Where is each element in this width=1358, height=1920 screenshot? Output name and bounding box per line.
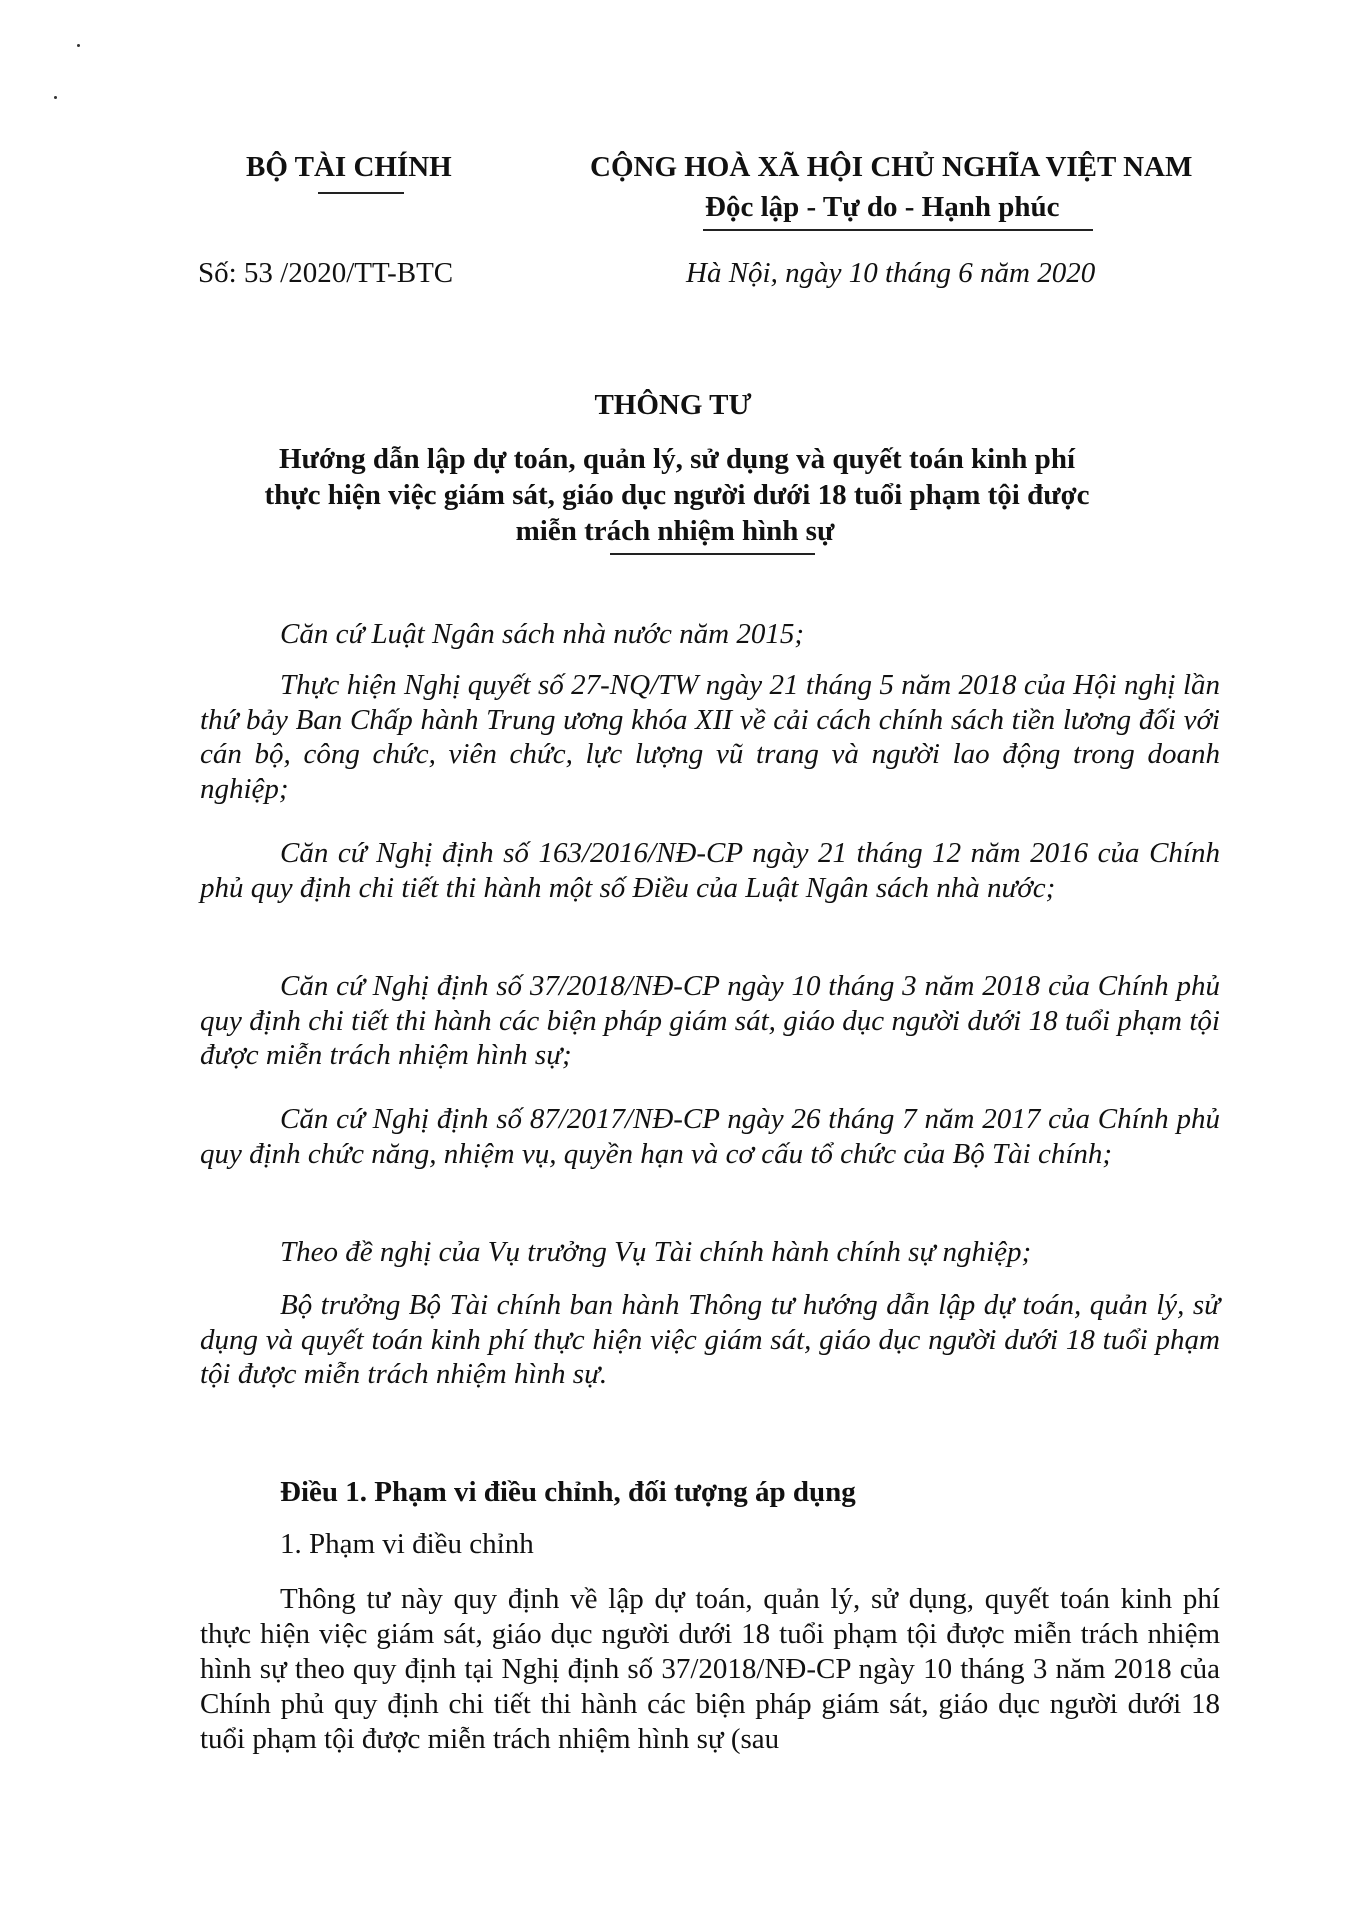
motto-underline [703, 229, 1093, 231]
document-number: Số: 53 /2020/TT-BTC [198, 257, 454, 289]
ministry-underline [318, 192, 404, 194]
document-type: THÔNG TƯ [594, 389, 752, 421]
article-heading: Điều 1. Phạm vi điều chỉnh, đối tượng áp dụng [280, 1476, 856, 1508]
article-body-paragraph: Thông tư này quy định về lập dự toán, quản lý, sử dụng, quyết toán kinh phí thực hiện việc giám sát, giáo dục người dưới 18 tuổi phạm tội được miễn trách nhiệm hình sự theo quy định tại Nghị định số 37/2018/NĐ-CP ngày 10 tháng 3 năm 2018 của Chính phủ quy định chi tiết thi hành các biện pháp giám sát, giáo dục người dưới 18 tuổi phạm tội được miễn trách nhiệm hình sự (sau [200, 1583, 1220, 1755]
scan-speck [54, 96, 57, 99]
preamble-paragraph: Theo đề nghị của Vụ trưởng Vụ Tài chính hành chính sự nghiệp; [280, 1236, 1032, 1268]
preamble-paragraph: Căn cứ Nghị định số 87/2017/NĐ-CP ngày 26 tháng 7 năm 2017 của Chính phủ quy định chức năng, nhiệm vụ, quyền hạn và cơ cấu tổ chức của Bộ Tài chính; [200, 1103, 1220, 1170]
preamble-paragraph: Căn cứ Nghị định số 37/2018/NĐ-CP ngày 10 tháng 3 năm 2018 của Chính phủ quy định chi tiết thi hành các biện pháp giám sát, giáo dục người dưới 18 tuổi phạm tội được miễn trách nhiệm hình sự; [200, 970, 1220, 1071]
document-title-line-3: miễn trách nhiệm hình sự [515, 515, 835, 547]
title-underline [610, 553, 815, 555]
preamble-paragraph: Thực hiện Nghị quyết số 27-NQ/TW ngày 21 tháng 5 năm 2018 của Hội nghị lần thứ bảy Ban Chấp hành Trung ương khóa XII về cải cách chính sách tiền lương đối với cán bộ, công chức, viên chức, lực lượng vũ trang và người lao động trong doanh nghiệp; [200, 669, 1220, 805]
scan-speck [77, 44, 80, 47]
ministry-name: BỘ TÀI CHÍNH [246, 151, 452, 183]
country-name: CỘNG HOÀ XÃ HỘI CHỦ NGHĨA VIỆT NAM [590, 151, 1193, 183]
document-title-line-1: Hướng dẫn lập dự toán, quản lý, sử dụng và quyết toán kinh phí [279, 443, 1075, 475]
preamble-paragraph: Bộ trưởng Bộ Tài chính ban hành Thông tư hướng dẫn lập dự toán, quản lý, sử dụng và quyết toán kinh phí thực hiện việc giám sát, giáo dục người dưới 18 tuổi phạm tội được miễn trách nhiệm hình sự. [200, 1289, 1220, 1390]
place-and-date: Hà Nội, ngày 10 tháng 6 năm 2020 [686, 257, 1096, 289]
document-title-line-2: thực hiện việc giám sát, giáo dục người dưới 18 tuổi phạm tội được [264, 479, 1090, 511]
clause-heading: 1. Phạm vi điều chỉnh [280, 1528, 534, 1560]
preamble-paragraph: Căn cứ Luật Ngân sách nhà nước năm 2015; [280, 618, 804, 650]
preamble-paragraph: Căn cứ Nghị định số 163/2016/NĐ-CP ngày 21 tháng 12 năm 2016 của Chính phủ quy định chi tiết thi hành một số Điều của Luật Ngân sách nhà nước; [200, 837, 1220, 904]
national-motto: Độc lập - Tự do - Hạnh phúc [705, 191, 1060, 223]
